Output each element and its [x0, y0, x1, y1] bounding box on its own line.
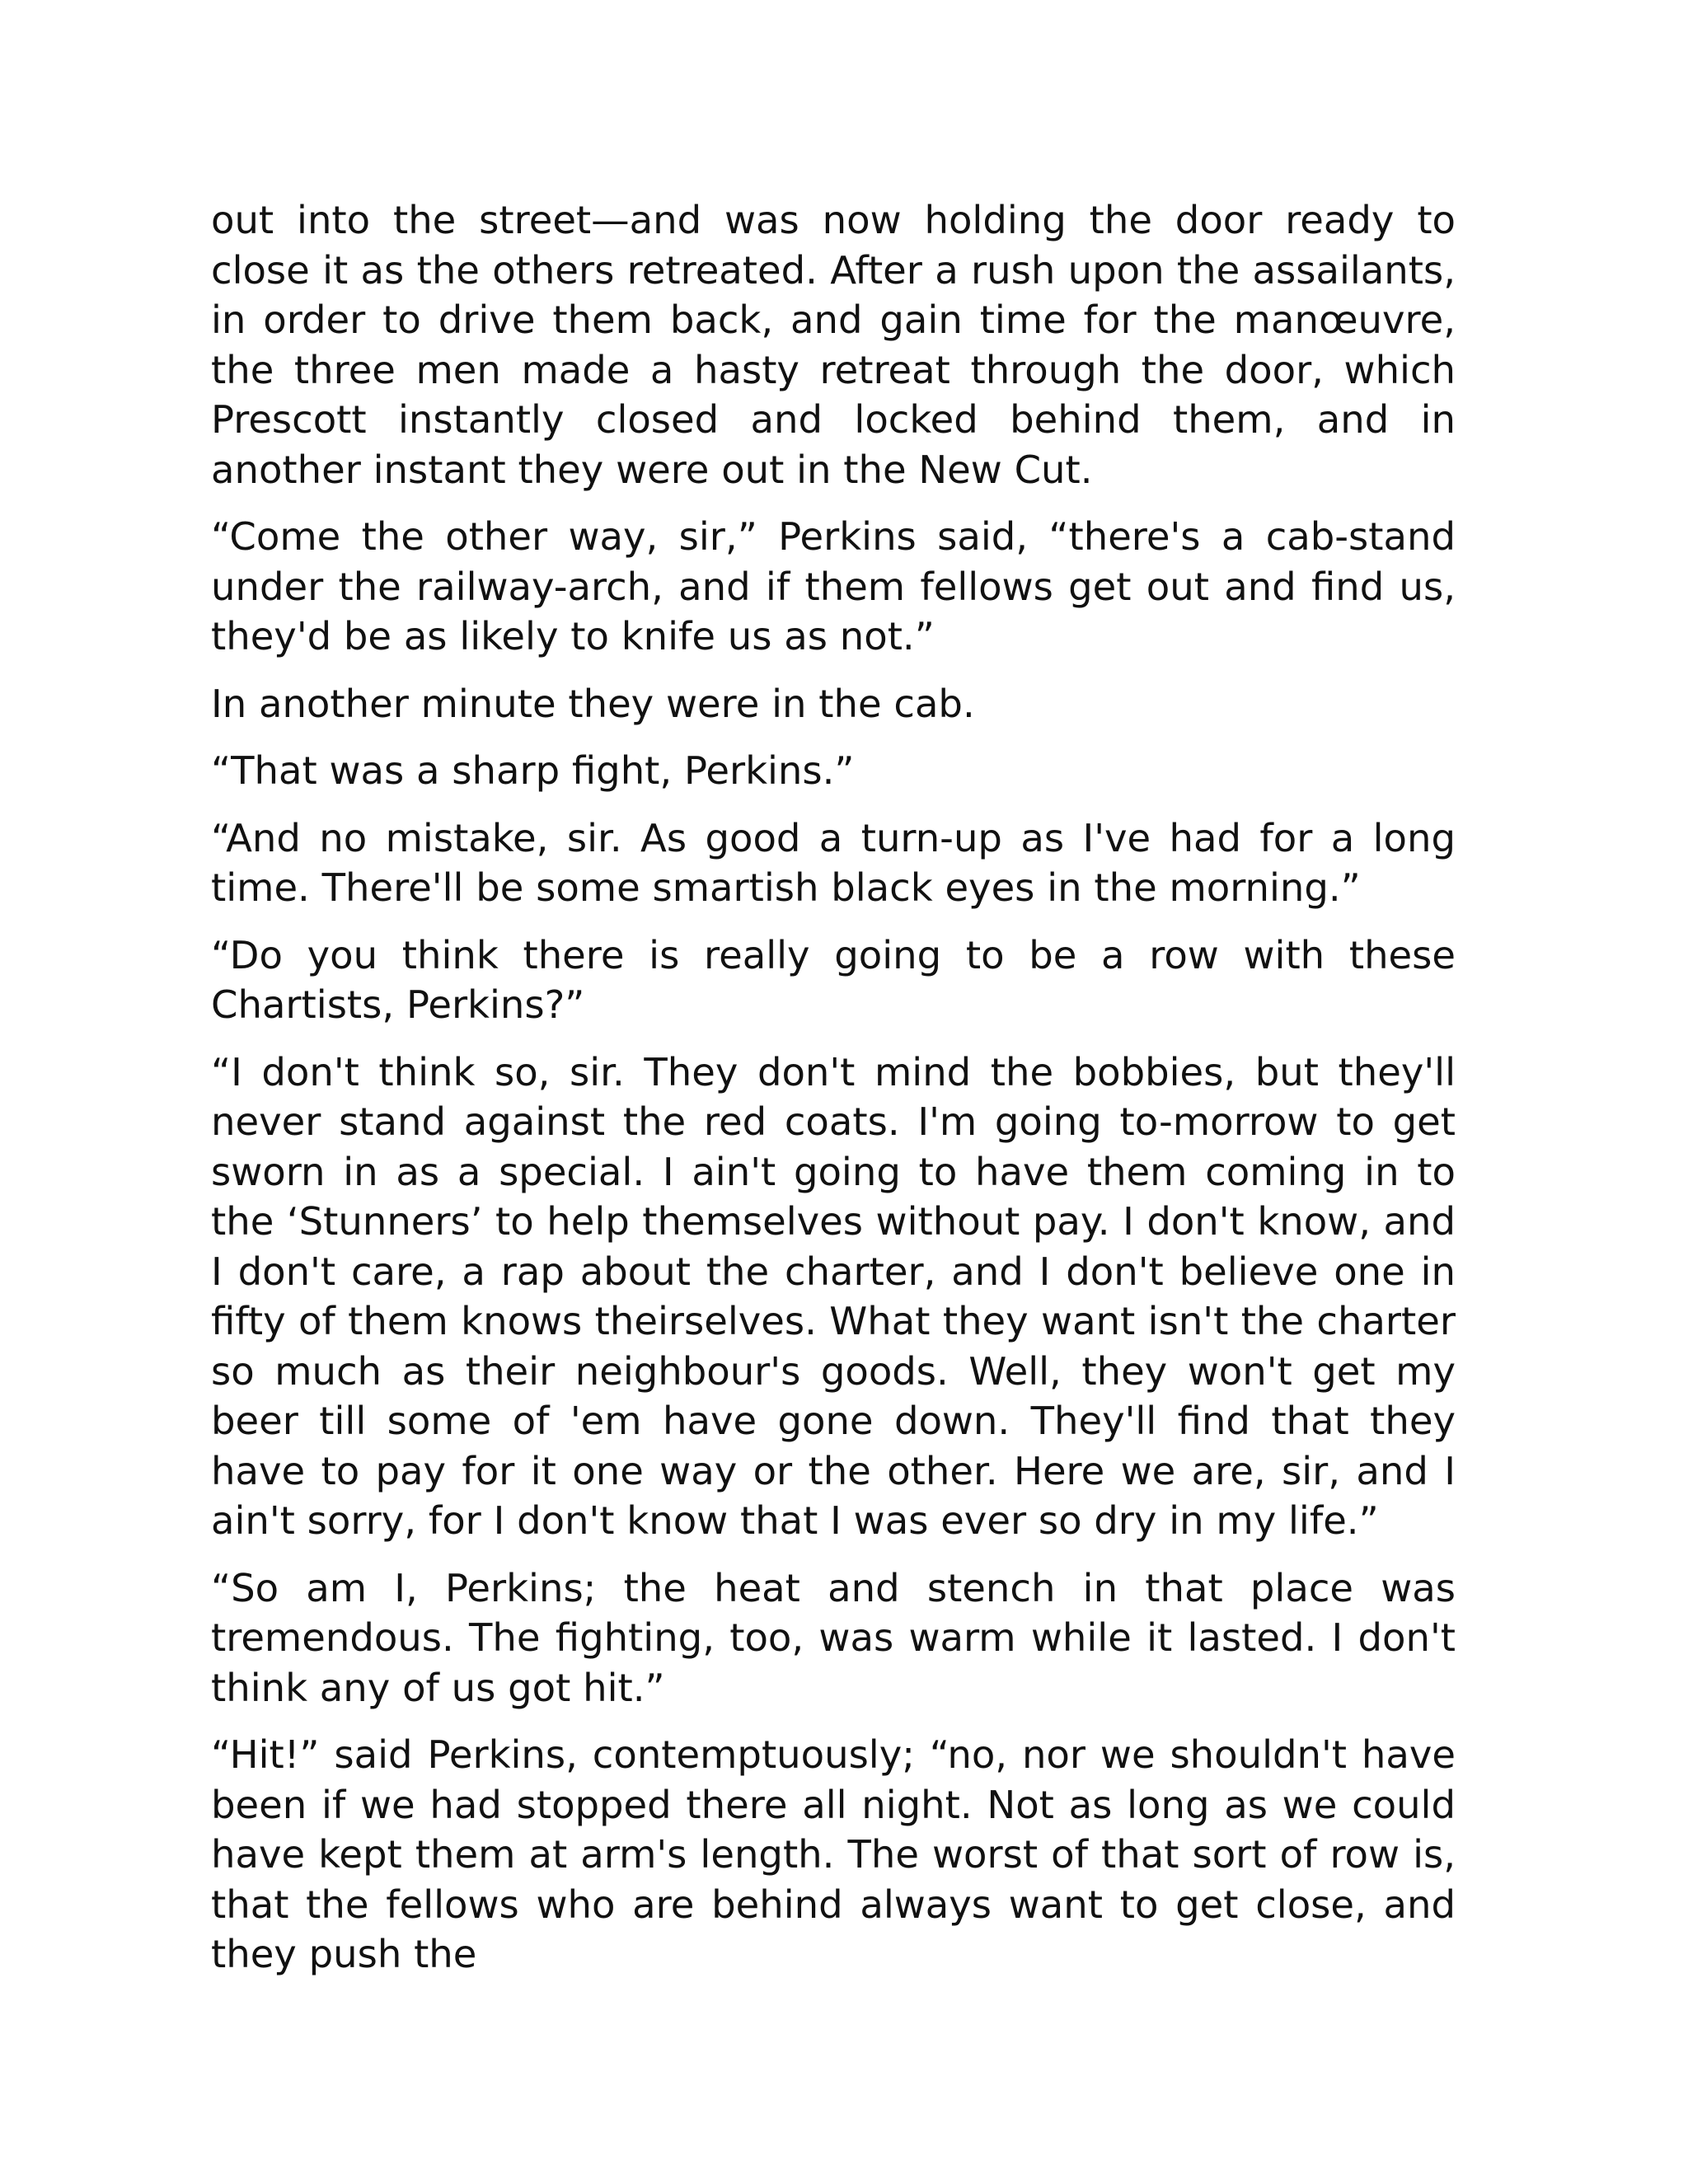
- paragraph: “Come the other way, sir,” Perkins said, “there's a cab-stand under the railway-arch, and if them fellows get out and find us, they'd be as likely to knife us as not.”: [211, 514, 1456, 658]
- paragraph: “Do you think there is really going to be a row with these Chartists, Perkins?”: [211, 932, 1456, 1027]
- paragraph: “That was a sharp fight, Perkins.”: [211, 748, 855, 793]
- page-text: [211, 195, 1456, 1997]
- paragraph: “And no mistake, sir. As good a turn-up as I've had for a long time. There'll be some smartish black eyes in the morning.”: [211, 815, 1456, 910]
- paragraph: out into the street—and was now holding the door ready to close it as the others retreated. After a rush upon the assailants, in order to drive them back, and gain time for the manœuvre, the three men made a hasty retreat through the door, which Prescott instantly closed and locked behind them, and in another instant they were out in the New Cut.: [211, 198, 1456, 492]
- paragraph: “So am I, Perkins; the heat and stench in that place was tremendous. The fighting, too, was warm while it lasted. I don't think any of us got hit.”: [211, 1565, 1456, 1710]
- paragraph: “Hit!” said Perkins, contemptuously; “no, nor we shouldn't have been if we had stopped there all night. Not as long as we could have kept them at arm's length. The worst of that sort of row is, that the fellows who are behind always want to get close, and they push the: [211, 1732, 1456, 1976]
- paragraph: “I don't think so, sir. They don't mind the bobbies, but they'll never stand against the red coats. I'm going to-morrow to get sworn in as a special. I ain't going to have them coming in to the ‘Stunners’ to help themselves without pay. I don't know, and I don't care, a rap about the charter, and I don't believe one in fifty of them knows theirselves. What they want isn't the charter so much as their neighbour's goods. Well, they won't get my beer till some of 'em have gone down. They'll find that they have to pay for it one way or the other. Here we are, sir, and I ain't sorry, for I don't know that I was ever so dry in my life.”: [211, 1049, 1456, 1543]
- paragraph: In another minute they were in the cab.: [211, 681, 975, 726]
